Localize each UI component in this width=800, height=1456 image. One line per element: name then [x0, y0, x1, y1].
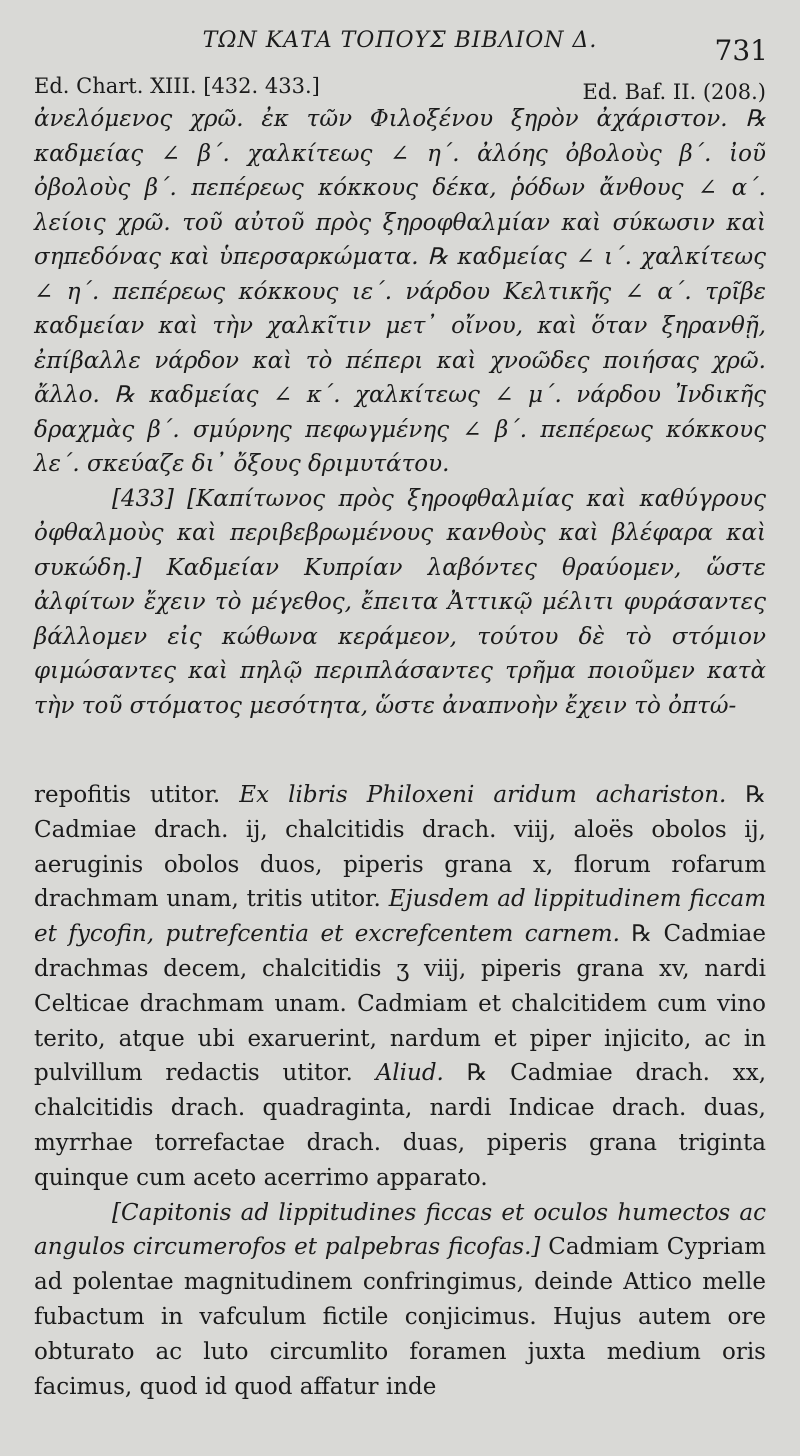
edition-reference-left: Ed. Chart. XIII. [432. 433.]: [34, 74, 320, 98]
latin-text: ℞ Cadmiae drach. xx, chalcitidis drach. quadraginta, nardi Indicae drach. duas, myrrhae torrefactae drach. duas, piperis grana triginta quinque cum aceto acerrimo apparato.: [34, 1060, 767, 1191]
latin-italic-heading: Ejusdem ad lippitudinem ficcam et fycofin, putrefcentia et excrefcentem carnem.: [34, 886, 767, 948]
latin-text: Cadmiam Cypriam ad polentae magnitudinem confringimus, deinde Attico melle fubactum in vafculum fictile conjicimus. Hujus autem ore obturato ac luto circumlito foramen juxta medium oris facimus, quod id quod affatur inde: [34, 1234, 766, 1400]
latin-text: repofitis utitor.: [34, 782, 221, 808]
latin-paragraph: [34, 778, 766, 1196]
greek-paragraph: ἀνελόμενος χρῶ. ἐκ τῶν Φιλοξένου ξηρὸν ἀχάριστον. ℞ καδμείας ∠ β΄. χαλκίτεως ∠ η΄. ἀλόης ὀβολοὺς β΄. ἰοῦ ὀβολοὺς β΄. πεπέρεως κόκκους δέκα, ῥόδων ἄνθους ∠ α΄. λείοις χρῶ. τοῦ αὐτοῦ πρὸς ξηροφθαλμίαν καὶ σύκωσιν καὶ σηπεδόνας καὶ ὑπερσαρκώματα. ℞ καδμείας ∠ ι΄. χαλκίτεως ∠ η΄. πεπέρεως κόκκους ιε΄. νάρδου Κελτικῆς ∠ α΄. τρῖβε καδμείαν καὶ τὴν χαλκῖτιν μετ᾽ οἴνου, καὶ ὅταν ξηρανθῇ, ἐπίβαλλε νάρδον καὶ τὸ πέπερι καὶ χνοῶδες ποιήσας χρῶ. ἄλλο. ℞ καδμείας ∠ κ΄. χαλκίτεως ∠ μ΄. νάρδου Ἰνδικῆς δραχμὰς β΄. σμύρνης πεφωγμένης ∠ β΄. πεπέρεως κόκκους λε΄. σκεύαζε δι᾽ ὄξους δριμυτάτου.: [34, 106, 766, 477]
latin-text: ℞ Cadmiae drachmas decem, chalcitidis ʒ viij, piperis grana xv, nardi Celticae drachmam unam. Cadmiam et chalcitidem cum vino terito, atque ubi exaruerint, nardum et piper injicito, ac in pulvillum redactis utitor.: [34, 921, 766, 1087]
latin-text-block: [34, 778, 766, 1404]
edition-reference-right: Ed. Baf. II. (208.): [582, 80, 766, 104]
latin-italic-heading: Aliud.: [375, 1060, 444, 1087]
greek-paragraph: [433] [Καπίτωνος πρὸς ξηροφθαλμίας καὶ καθύγρους ὀφθαλμοὺς καὶ περιβεβρωμένους κανθοὺς καὶ βλέφαρα καὶ συκώδη.] Καδμείαν Κυπρίαν λαβόντες θραύομεν, ὥστε ἀλφίτων ἔχειν τὸ μέγεθος, ἔπειτα Ἀττικῷ μέλιτι φυράσαντες βάλλομεν εἰς κώθωνα κεράμεον, τούτου δὲ τὸ στόμιον φιμώσαντες καὶ πηλῷ περιπλάσαντες τρῆμα ποιοῦμεν κατὰ τὴν τοῦ στόματος μεσότητα, ὥστε ἀναπνοὴν ἔχειν τὸ ὀπτώ-: [34, 485, 766, 719]
latin-italic-heading: Ex libris Philoxeni aridum achariston.: [239, 782, 727, 808]
latin-text: ℞ Cadmiae drach. ij, chalcitidis drach. viij, aloës obolos ij, aeruginis obolos duos, piperis grana x, florum rofarum drachmam unam, tritis utitor.: [34, 782, 766, 913]
latin-italic-heading: [Capitonis ad lippitudines ficcas et oculos humectos ac angulos circumerofos et palpebras ficofas.]: [34, 1199, 766, 1261]
page-number: 731: [714, 34, 768, 67]
latin-paragraph: [34, 1196, 766, 1405]
running-title: ΤΩΝ ΚΑΤΑ ΤΟΠΟΥΣ ΒΙΒΛΙΟΝ Δ.: [202, 28, 598, 53]
greek-text-block: [34, 102, 766, 723]
